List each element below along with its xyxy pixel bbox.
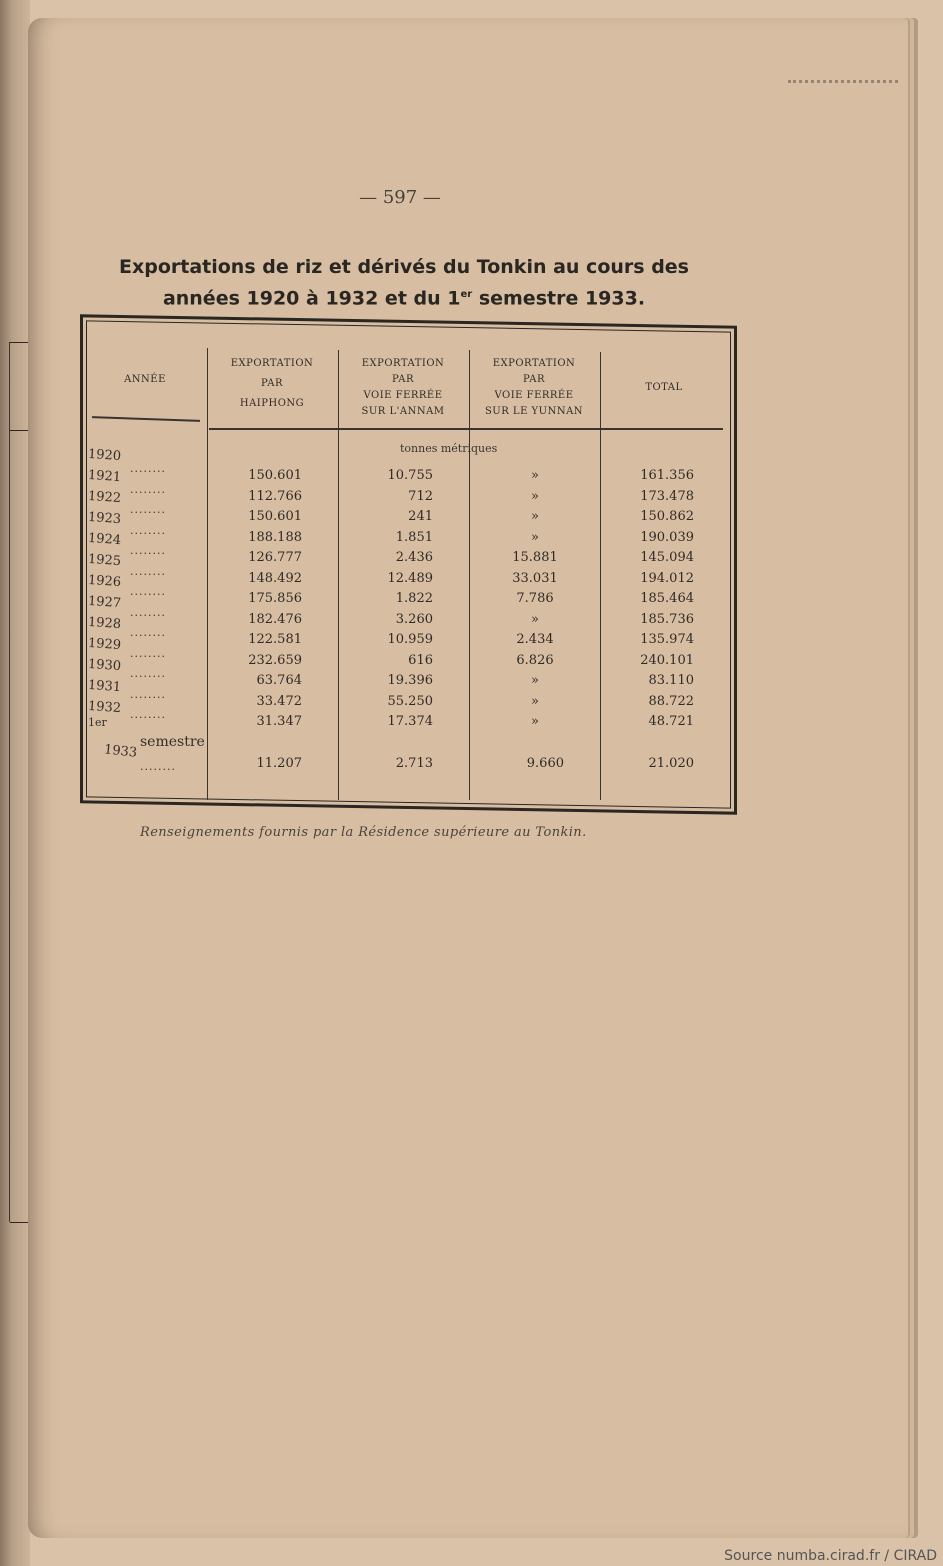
header-line: EXPORTATION	[230, 358, 314, 369]
cell-haiphong: 33.472	[256, 693, 302, 709]
row-year: 1928	[87, 614, 122, 633]
leader-dots: ........	[130, 503, 166, 516]
cell-total: 150.862	[640, 509, 694, 524]
cell-yunnan: »	[531, 714, 539, 729]
row-year: 1927	[87, 593, 122, 612]
cell-yunnan: 33.031	[512, 570, 558, 586]
cell-total: 21.020	[648, 756, 694, 771]
cell-annam: 17.374	[387, 714, 433, 729]
cell-annam: 1.851	[395, 529, 433, 545]
facing-page-edge	[0, 0, 30, 1566]
row-year: 1922	[87, 488, 122, 507]
yunnan-header	[473, 356, 595, 420]
header-rule	[209, 428, 723, 430]
cell-total: 173.478	[640, 488, 694, 504]
leader-dots: ........	[130, 482, 166, 496]
last-row-label-3: 1933	[103, 742, 138, 761]
row-year: 1925	[87, 551, 122, 570]
cell-yunnan: 7.786	[516, 591, 554, 606]
cell-haiphong: 148.492	[248, 570, 302, 586]
source-note: Renseignements fournis par la Résidence supérieure au Tonkin.	[140, 825, 587, 840]
year-header: ANNÉE	[124, 374, 166, 385]
header-line: SUR LE YUNNAN	[484, 406, 584, 417]
cell-yunnan: 9.660	[526, 756, 564, 771]
source-watermark: Source numba.cirad.fr / CIRAD	[724, 1548, 937, 1564]
cell-yunnan: »	[531, 693, 539, 709]
row-year: 1929	[87, 635, 122, 654]
row-year: 1932	[87, 698, 122, 717]
cell-annam: 1.822	[395, 591, 433, 606]
cell-yunnan: 2.434	[516, 632, 554, 647]
leader-dots: ........	[130, 708, 166, 721]
cell-yunnan: »	[531, 488, 539, 504]
cell-annam: 12.489	[387, 570, 433, 586]
cell-total: 145.094	[640, 550, 694, 565]
leader-dots: ........	[130, 646, 166, 660]
cell-total: 185.736	[640, 611, 694, 627]
facing-page-rule	[10, 342, 28, 343]
bleed-through-mark	[788, 70, 898, 83]
last-row-label-2: semestre	[140, 734, 205, 750]
total-header: TOTAL	[645, 382, 683, 393]
header-line: EXPORTATION	[492, 358, 576, 369]
cell-total: 161.356	[640, 468, 694, 483]
haiphong-header	[212, 356, 332, 412]
cell-total: 48.721	[648, 714, 694, 729]
leader-dots: ........	[130, 544, 166, 557]
leader-dots: ........	[130, 626, 166, 639]
cell-haiphong: 11.207	[256, 756, 302, 771]
cell-total: 83.110	[648, 673, 694, 688]
cell-annam: 10.959	[387, 632, 433, 647]
cell-haiphong: 188.188	[248, 529, 302, 545]
cell-haiphong: 150.601	[248, 468, 302, 483]
row-year: 1926	[87, 572, 122, 591]
cell-annam: 241	[408, 509, 433, 524]
cell-total: 190.039	[640, 529, 694, 545]
facing-page-line	[9, 342, 10, 1222]
row-year: 1921	[87, 467, 122, 486]
annam-header	[342, 356, 464, 420]
title-line-2	[94, 281, 714, 312]
column-separator	[207, 348, 208, 800]
cell-annam: 2.713	[395, 756, 433, 771]
title-line-2-start: années 1920 à 1932 et du 1	[162, 287, 461, 310]
header-line: SUR L'ANNAM	[361, 406, 445, 417]
cell-total: 194.012	[640, 570, 694, 586]
leader-dots: ........	[130, 462, 166, 475]
cell-yunnan: »	[531, 509, 539, 524]
cell-annam: 712	[408, 488, 433, 504]
header-line: PAR	[522, 374, 546, 385]
cell-haiphong: 232.659	[248, 652, 302, 668]
leader-dots: ........	[130, 564, 166, 578]
facing-page-rule	[10, 1222, 28, 1223]
leader-dots: ........	[130, 667, 166, 680]
row-year: 1930	[87, 656, 122, 675]
cell-total: 240.101	[640, 652, 694, 668]
facing-page-rule	[10, 430, 28, 431]
row-year: 1920	[87, 446, 122, 465]
header-line: VOIE FERRÉE	[494, 390, 574, 401]
cell-haiphong: 112.766	[248, 488, 302, 504]
leader-dots: ........	[130, 687, 166, 701]
cell-yunnan: »	[531, 468, 539, 483]
title-superscript: er	[460, 289, 473, 300]
cell-total: 88.722	[648, 693, 694, 709]
title-line-2-end: semestre 1933.	[472, 287, 646, 310]
cell-annam: 3.260	[395, 611, 433, 627]
leader-dots: ........	[130, 605, 166, 619]
header-line: VOIE FERRÉE	[363, 390, 443, 401]
cell-annam: 10.755	[387, 468, 433, 483]
cell-total: 185.464	[640, 591, 694, 606]
cell-haiphong: 175.856	[248, 591, 302, 606]
cell-haiphong: 182.476	[248, 611, 302, 627]
leader-dots: ........	[130, 523, 166, 537]
leader-dots: ........	[130, 585, 166, 598]
cell-haiphong: 122.581	[248, 632, 302, 647]
column-separator	[338, 350, 339, 800]
header-line: PAR	[391, 374, 415, 385]
header-line: EXPORTATION	[361, 358, 445, 369]
row-year: 1931	[87, 677, 122, 696]
leader-dots: ........	[140, 760, 176, 773]
cell-annam: 2.436	[395, 550, 433, 565]
last-row-label-1: 1er	[88, 716, 107, 729]
cell-annam: 616	[408, 652, 433, 668]
page-number: — 597 —	[359, 187, 441, 208]
row-year: 1924	[87, 530, 122, 549]
cell-haiphong: 63.764	[256, 673, 302, 688]
unit-label: tonnes métriques	[400, 442, 498, 455]
table-title	[94, 254, 714, 312]
cell-yunnan: 6.826	[516, 652, 554, 668]
cell-haiphong: 31.347	[256, 714, 302, 729]
cell-yunnan: »	[531, 611, 539, 627]
title-line-1: Exportations de riz et dérivés du Tonkin au cours des	[118, 256, 689, 278]
cell-total: 135.974	[640, 632, 694, 647]
row-year: 1923	[87, 509, 122, 528]
cell-haiphong: 150.601	[248, 509, 302, 524]
cell-annam: 55.250	[387, 693, 433, 709]
cell-yunnan: »	[531, 673, 539, 688]
cell-annam: 19.396	[387, 673, 433, 688]
cell-yunnan: 15.881	[512, 550, 558, 565]
cell-yunnan: »	[531, 529, 539, 545]
header-line: HAIPHONG	[239, 398, 305, 409]
cell-haiphong: 126.777	[248, 550, 302, 565]
header-line: PAR	[260, 378, 284, 389]
